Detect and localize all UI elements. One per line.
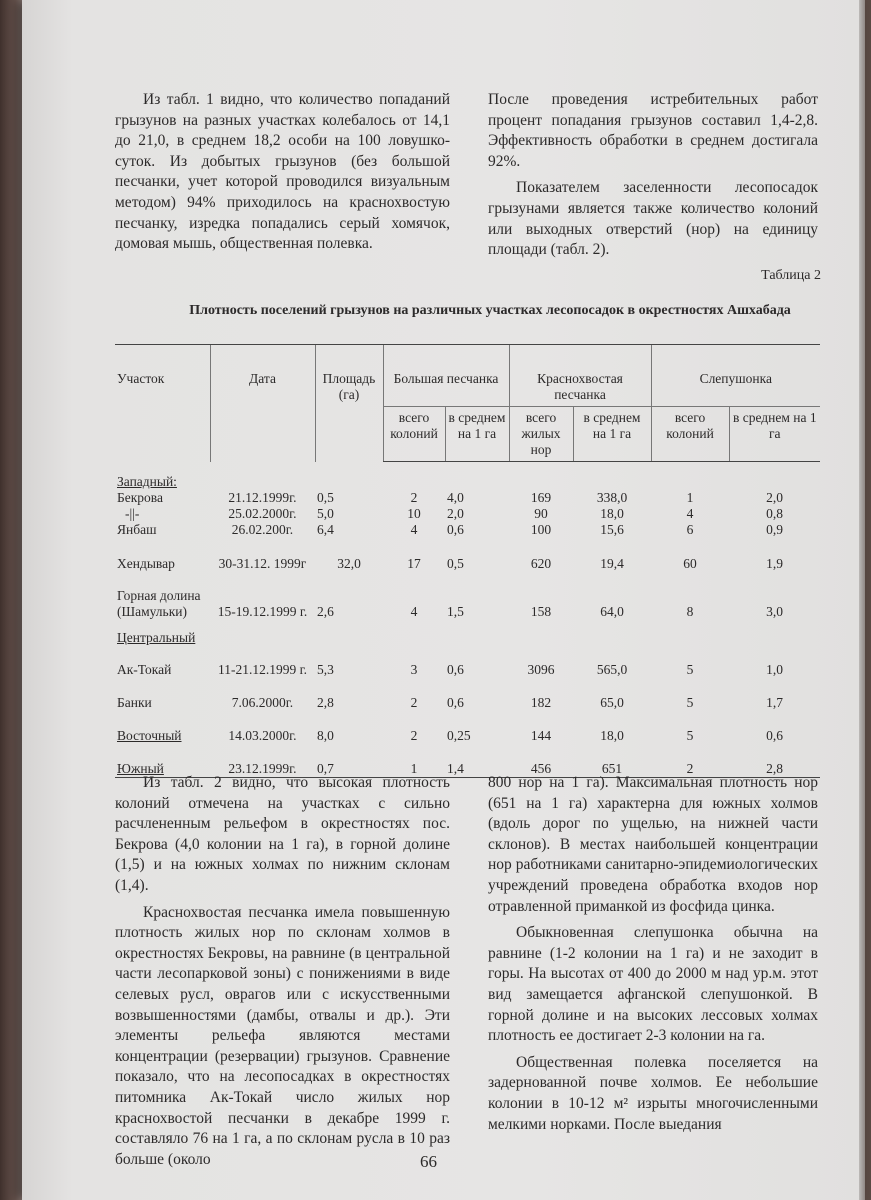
cell-area: 5,3 bbox=[317, 662, 334, 677]
cell-r-total: 456 bbox=[509, 761, 573, 778]
cell-b-avg: 1,4 bbox=[445, 761, 509, 778]
cell-site: Восточный bbox=[117, 728, 182, 743]
cell-b-avg: 0,5 bbox=[447, 556, 464, 571]
paragraph: Из табл. 2 видно, что высокая плотность колоний отмечена на участках с сильно расчлененным рельефом в окрестностях пос. Бекрова (4,0 колонии на 1 га), в горной долине (1,5) и на южных холмах по нижним склонам (1,4). bbox=[115, 774, 450, 894]
group-label-west: Западный: bbox=[117, 474, 177, 489]
cell-date: 25.02.2000г. bbox=[228, 506, 297, 521]
cell-site: Янбаш bbox=[117, 522, 157, 537]
page-edge bbox=[859, 0, 865, 1200]
table-row bbox=[115, 604, 820, 620]
paragraph: Общественная полевка поселяется на задернованной почве холмов. Ее небольшие колонии в 10-12 м² изрыты многочисленными мелкими норками. После выедания bbox=[488, 1053, 818, 1133]
cell-b-avg: 0,6 bbox=[447, 522, 464, 537]
table-row bbox=[115, 695, 820, 711]
header-area: Площадь (га) bbox=[315, 345, 383, 462]
cell-b-total: 10 bbox=[407, 506, 421, 521]
table-row bbox=[115, 506, 820, 522]
cell-r-avg: 65,0 bbox=[600, 695, 624, 710]
table-row-label bbox=[115, 588, 820, 604]
cell-m-avg: 3,0 bbox=[766, 604, 783, 619]
cell-area: 2,6 bbox=[317, 604, 334, 619]
cell-r-total: 182 bbox=[530, 695, 552, 710]
cell-r-total: 169 bbox=[530, 490, 552, 505]
cell-r-avg: 19,4 bbox=[600, 556, 624, 571]
cell-date: 26.02.200г. bbox=[231, 522, 294, 537]
cell-b-avg: 2,0 bbox=[447, 506, 464, 521]
cell-b-avg: 1,5 bbox=[447, 604, 464, 619]
cell-r-avg: 64,0 bbox=[600, 604, 624, 619]
cell-area: 2,8 bbox=[317, 695, 334, 710]
cell-m-total: 5 bbox=[686, 695, 694, 710]
cell-m-total: 1 bbox=[686, 490, 694, 505]
cell-area: 8,0 bbox=[317, 728, 334, 743]
cell-m-avg: 2,0 bbox=[766, 490, 783, 505]
cell-m-total: 5 bbox=[686, 662, 694, 677]
cell-b-total: 17 bbox=[407, 556, 421, 571]
cell-b-total: 3 bbox=[410, 662, 418, 677]
subheader-m-avg: в среднем на 1 га bbox=[729, 407, 820, 462]
cell-r-avg: 15,6 bbox=[600, 522, 624, 537]
header-big-gerbil: Большая песчанка bbox=[383, 345, 509, 407]
cell-m-total: 5 bbox=[686, 728, 694, 743]
cell-b-total: 1 bbox=[383, 761, 445, 778]
cell-r-avg: 651 bbox=[573, 761, 651, 778]
header-red-gerbil: Краснохвостая песчанка bbox=[509, 345, 651, 407]
cell-b-total: 4 bbox=[410, 604, 418, 619]
cell-m-total: 8 bbox=[686, 604, 694, 619]
cell-m-avg: 1,7 bbox=[766, 695, 783, 710]
cell-site-line1: Горная долина bbox=[117, 588, 201, 603]
top-right-column bbox=[488, 90, 818, 261]
cell-b-avg: 4,0 bbox=[447, 490, 464, 505]
table-row bbox=[115, 662, 820, 678]
book-spine bbox=[0, 0, 22, 1200]
cell-m-avg: 1,9 bbox=[766, 556, 783, 571]
cell-m-avg: 1,0 bbox=[766, 662, 783, 677]
cell-m-avg: 0,8 bbox=[766, 506, 783, 521]
cell-r-total: 3096 bbox=[527, 662, 555, 677]
paragraph: Краснохвостая песчанка имела повышенную плотность жилых нор по склонам холмов в окрестностях Бекровы, на равнине (в центральной части лесопарковой зоны) с понижениями в виде селевых русл, оврагов или с искусственными возвышенностями (дамбы, отвалы и др.). Эти элементы рельефа являются местами концентрации (резервации) грызунов. Сравнение показало, что на лесопосадках в окрестностях питомника Ак-Токай число жилых нор краснохвостой песчанки в декабре 1999 г. составляло 76 на 1 га, а по склонам русла в 10 раз больше (около bbox=[115, 903, 450, 1168]
cell-site: Банки bbox=[117, 695, 152, 710]
cell-site: Бекрова bbox=[117, 490, 163, 505]
cell-r-avg: 18,0 bbox=[600, 728, 624, 743]
cell-site: (Шамульки) bbox=[117, 604, 187, 619]
table-title: Плотность поселений грызунов на различных участках лесопосадок в окрестностях Ашхабада bbox=[189, 303, 791, 318]
cell-area: 32,0 bbox=[337, 556, 361, 571]
subheader-b-total: всего колоний bbox=[383, 407, 445, 462]
cell-date: 30-31.12. 1999г bbox=[218, 556, 307, 571]
cell-b-total: 4 bbox=[410, 522, 418, 537]
cell-r-avg: 565,0 bbox=[596, 662, 628, 677]
top-left-column bbox=[115, 90, 450, 255]
cell-m-avg: 0,9 bbox=[766, 522, 783, 537]
cell-m-total: 6 bbox=[686, 522, 694, 537]
cell-date: 15-19.12.1999 г. bbox=[217, 604, 308, 619]
cell-m-avg: 2,8 bbox=[729, 761, 820, 778]
cell-r-avg: 18,0 bbox=[600, 506, 624, 521]
cell-r-total: 90 bbox=[534, 506, 548, 521]
group-row bbox=[115, 474, 820, 490]
cell-b-avg: 0,6 bbox=[447, 695, 464, 710]
cell-date: 21.12.1999г. bbox=[228, 490, 297, 505]
cell-site: Хендывар bbox=[117, 556, 175, 571]
cell-m-total: 2 bbox=[651, 761, 729, 778]
cell-r-total: 144 bbox=[530, 728, 552, 743]
table-row bbox=[115, 522, 820, 538]
bottom-right-column bbox=[488, 773, 818, 1135]
cell-r-total: 100 bbox=[530, 522, 552, 537]
bottom-left-column bbox=[115, 773, 450, 1170]
group-row bbox=[115, 630, 820, 646]
subheader-m-total: всего колоний bbox=[651, 407, 729, 462]
cell-date: 7.06.2000г. bbox=[231, 695, 294, 710]
cell-m-total: 60 bbox=[683, 556, 697, 571]
cell-r-avg: 338,0 bbox=[596, 490, 628, 505]
subheader-r-total: всего жилых нор bbox=[509, 407, 573, 462]
cell-b-avg: 0,6 bbox=[447, 662, 464, 677]
cell-area: 0,7 bbox=[315, 761, 383, 778]
subheader-r-avg: в среднем на 1 га bbox=[573, 407, 651, 462]
cell-b-avg: 0,25 bbox=[447, 728, 471, 743]
cell-date: 14.03.2000г. bbox=[228, 728, 297, 743]
paragraph: После проведения истребительных работ процент попадания грызунов составил 1,4-2,8. Эффективность обработки в среднем достигала 92%. bbox=[488, 91, 818, 170]
cell-b-total: 2 bbox=[410, 728, 418, 743]
paragraph: Показателем заселенности лесопосадок грызунами является также количество колоний или выходных отверстий (нор) на единицу площади (табл. 2). bbox=[488, 179, 818, 259]
cell-date: 11-21.12.1999 г. bbox=[217, 662, 307, 677]
cell-site: Ак-Токай bbox=[117, 662, 172, 677]
cell-b-total: 2 bbox=[410, 490, 418, 505]
page-number: 66 bbox=[420, 1152, 437, 1171]
paragraph: 800 нор на 1 га). Максимальная плотность нор (651 на 1 га) характерна для южных холмов (вдоль дорог по ущелью, на нижней части склонов). В местах наибольшей концентрации нор работниками санитарно-эпидемиологических учреждений проведена обработка входов нор отравленной приманкой из фосфида цинка. bbox=[488, 774, 818, 915]
header-mole-vole: Слепушонка bbox=[651, 345, 820, 407]
table-label: Таблица 2 bbox=[761, 268, 821, 283]
paragraph: Из табл. 1 видно, что количество попаданий грызунов на разных участках колебалось от 14,1 до 21,0, в среднем 18,2 особи на 100 ловушко-суток. Из добытых грызунов (без большой песчанки, учет которой проводился визуальным методом) 94% приходилось на краснохвостую песчанку, изредка попадались серый хомячок, домовая мышь, общественная полевка. bbox=[115, 91, 450, 253]
cell-b-total: 2 bbox=[410, 695, 418, 710]
cell-area: 5,0 bbox=[317, 506, 334, 521]
cell-area: 0,5 bbox=[317, 490, 334, 505]
cell-date: 23.12.1999г. bbox=[210, 761, 315, 778]
table-row bbox=[115, 556, 820, 572]
paragraph: Обыкновенная слепушонка обычна на равнине (1-2 колонии на 1 га) и не заходит в горы. На высотах от 400 до 2000 м над ур.м. этот вид замещается афганской слепушонкой. В горной долине и на высоких лессовых холмах плотность ее достигает 2-3 колонии на га. bbox=[488, 924, 818, 1045]
cell-r-total: 158 bbox=[530, 604, 552, 619]
header-date: Дата bbox=[210, 345, 315, 462]
group-label-central: Центральный bbox=[117, 630, 196, 645]
subheader-b-avg: в среднем на 1 га bbox=[445, 407, 509, 462]
cell-site: Южный bbox=[115, 761, 210, 778]
cell-r-total: 620 bbox=[530, 556, 552, 571]
density-table bbox=[115, 344, 820, 778]
cell-site: -||- bbox=[125, 506, 140, 521]
table-row bbox=[115, 490, 820, 506]
table-row bbox=[115, 728, 820, 744]
table-header-row bbox=[115, 345, 820, 407]
cell-area: 6,4 bbox=[317, 522, 334, 537]
cell-m-avg: 0,6 bbox=[766, 728, 783, 743]
cell-m-total: 4 bbox=[686, 506, 694, 521]
header-site: Участок bbox=[115, 345, 210, 462]
